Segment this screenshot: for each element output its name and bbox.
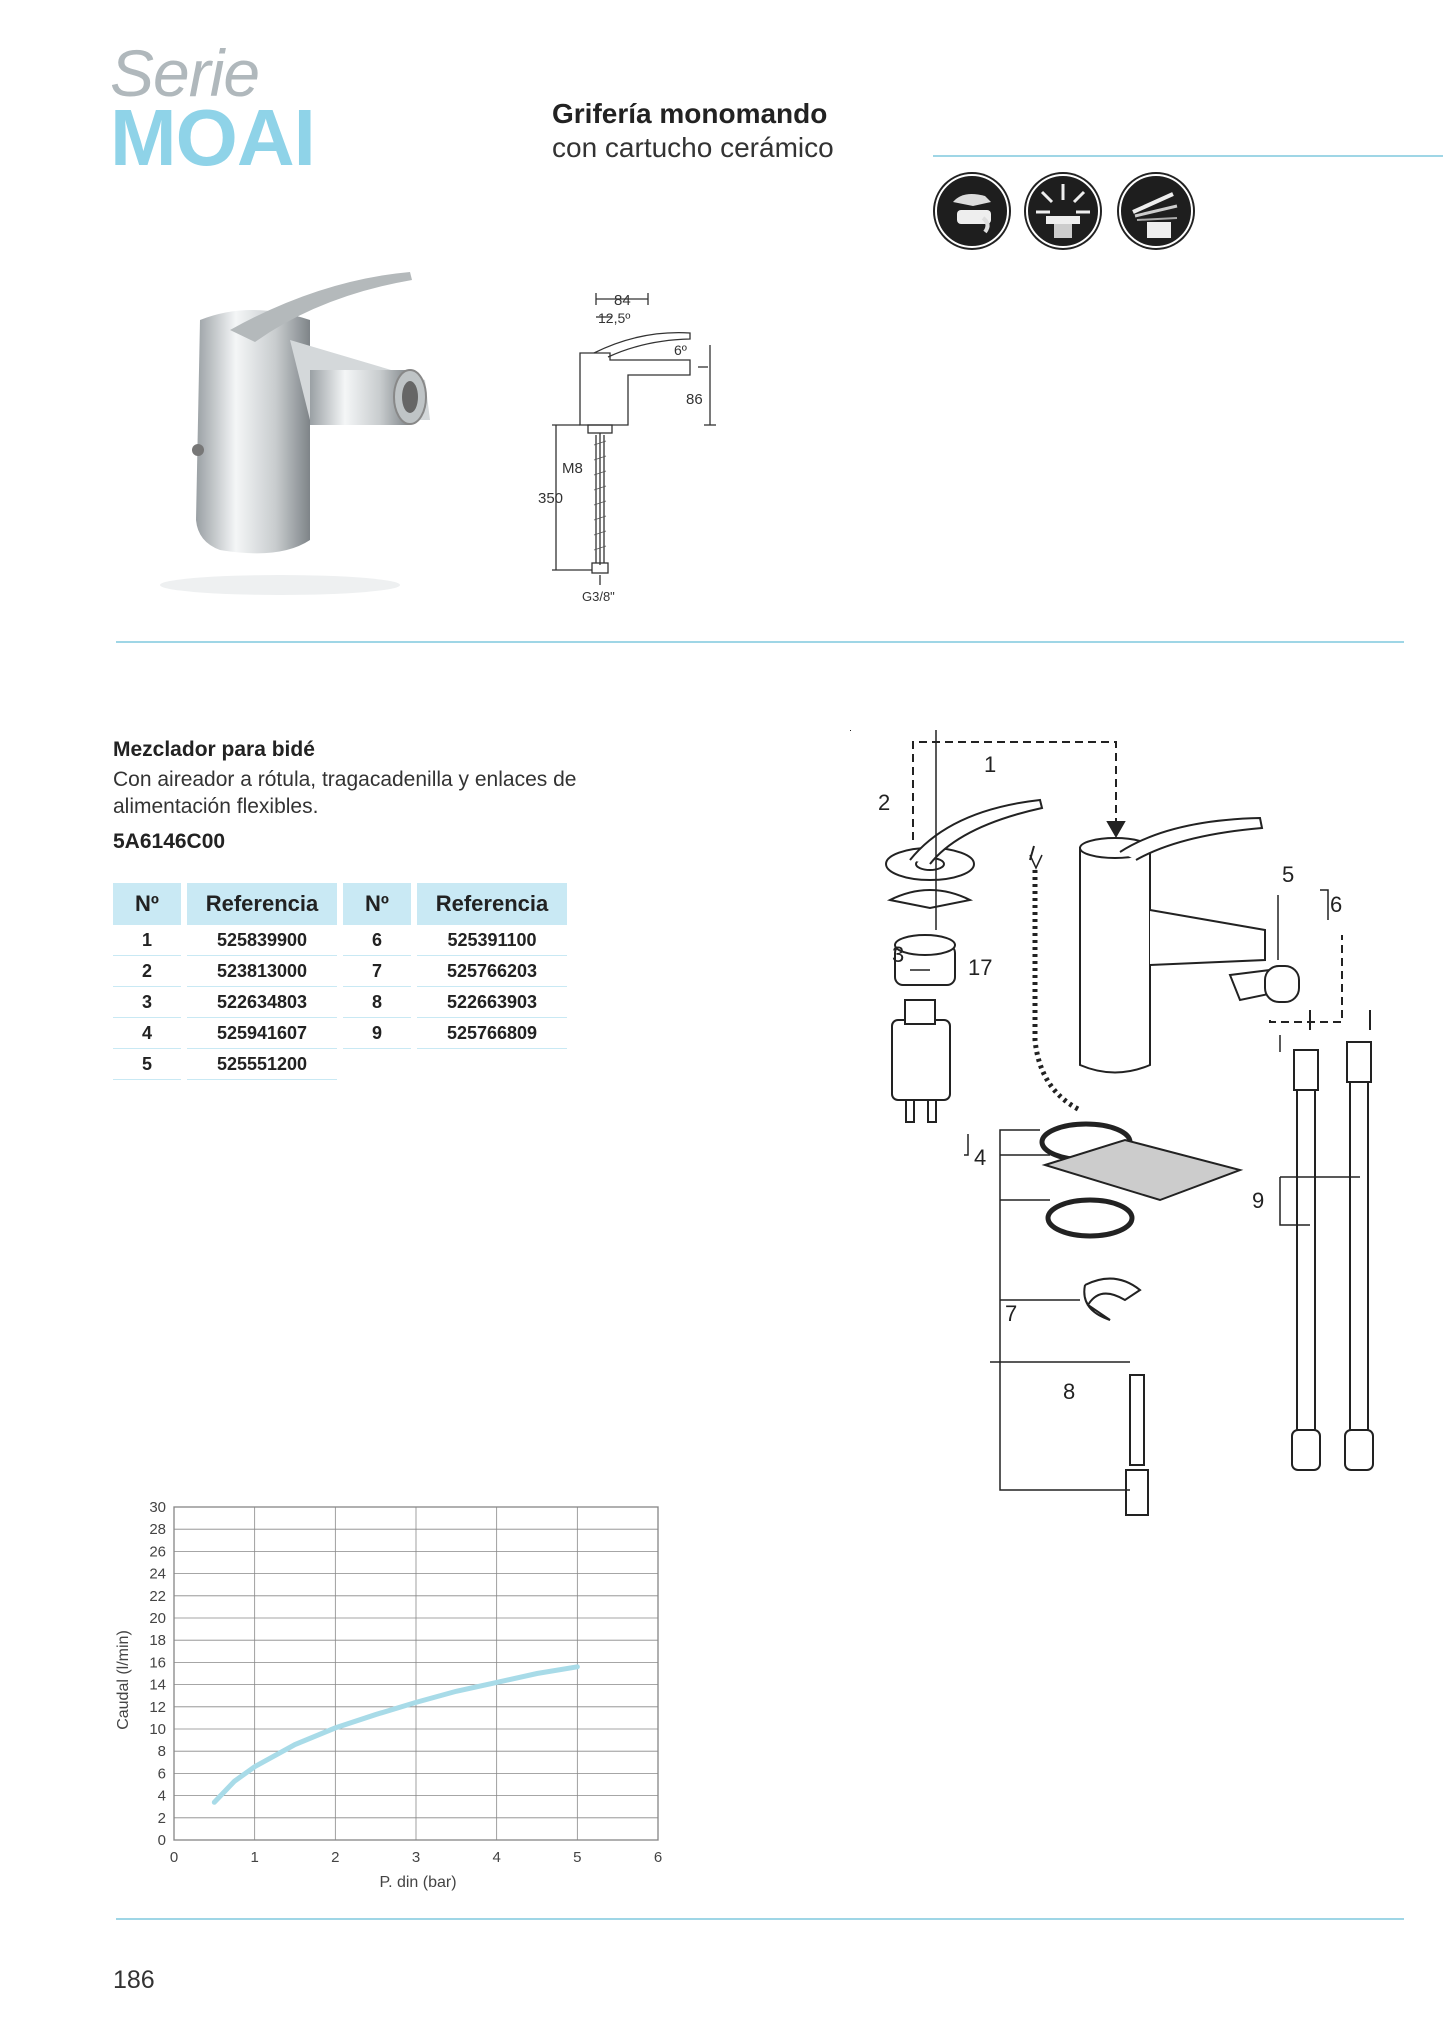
series-label: Serie [110,36,260,110]
part-number: 6 [343,925,411,956]
y-tick-label: 6 [157,1765,166,1783]
part-reference: 525551200 [187,1049,337,1080]
section-rule-top [116,641,1404,643]
x-tick-label: 2 [331,1849,340,1866]
part-number: 1 [113,925,181,956]
technical-drawing [530,285,730,615]
part-reference: 525839900 [187,925,337,956]
header-number: Nº [113,883,181,925]
x-tick-label: 3 [411,1849,421,1866]
part-reference: 525391100 [417,925,567,956]
callout-4: 4 [974,1145,987,1170]
x-tick-label: 0 [169,1849,179,1866]
part-number: 9 [343,1018,411,1049]
y-tick-label: 28 [149,1521,166,1539]
flow-chart [108,1495,688,1905]
brand-title: MOAI [110,93,315,182]
y-axis-label: Caudal (l/min) [115,1630,132,1730]
product-code: 5A6146C00 [113,830,226,853]
y-tick-label: 18 [149,1632,166,1650]
dim-width: 84 [614,292,631,309]
y-tick-label: 0 [157,1832,166,1849]
dim-angle: 12,5º [598,310,631,326]
callout-9: 9 [1252,1188,1265,1213]
empty-cell [343,1049,411,1080]
product-description: Con aireador a rótula, tragacadenilla y enlaces de alimentación flexibles. [113,768,577,818]
header-reference: Referencia [417,883,567,925]
part-number: 8 [343,987,411,1018]
y-tick-label: 4 [157,1787,166,1805]
page-number: 186 [113,1966,155,1994]
part-number: 7 [343,956,411,987]
part-reference: 525941607 [187,1018,337,1049]
x-axis-label: P. din (bar) [379,1874,457,1891]
y-tick-label: 22 [149,1587,166,1605]
x-tick-label: 4 [492,1849,501,1866]
product-name: Mezclador para bidé [113,738,315,761]
chart-ticks [149,1499,662,1866]
part-reference: 522634803 [187,987,337,1018]
product-photo [160,260,480,600]
soft-open-icon [933,172,1011,250]
table-row [113,956,567,987]
y-tick-label: 2 [157,1809,166,1827]
dim-connection: G3/8" [582,589,615,604]
part-number: 2 [113,956,181,987]
parts-reference-table [107,883,573,1080]
part-number: 4 [113,1018,181,1049]
dim-thread: M8 [562,460,583,477]
chart-grid [174,1507,658,1840]
part-number: 5 [113,1049,181,1080]
part-number: 3 [113,987,181,1018]
y-tick-label: 8 [157,1743,166,1761]
x-tick-label: 5 [573,1849,582,1866]
light-beam-icon [1024,172,1102,250]
exploded-parts-diagram [850,730,1410,1530]
table-row [113,1018,567,1049]
eco-flow-icon [1117,172,1195,250]
x-tick-label: 6 [653,1849,663,1866]
y-tick-label: 10 [149,1721,166,1738]
header-rule [933,155,1443,157]
callout-6: 6 [1330,892,1343,917]
y-tick-label: 16 [149,1654,166,1672]
callout-1: 1 [984,752,997,777]
table-row [113,987,567,1018]
y-tick-label: 30 [149,1499,166,1516]
category-title: Grifería monomando [552,98,828,129]
callout-2: 2 [878,790,891,815]
part-reference: 523813000 [187,956,337,987]
callout-7: 7 [1005,1301,1018,1326]
callout-17: 17 [968,955,993,980]
y-tick-label: 14 [149,1676,166,1694]
category-subtitle: con cartucho cerámico [552,132,834,163]
header-reference: Referencia [187,883,337,925]
part-reference: 522663903 [417,987,567,1018]
part-reference: 525766809 [417,1018,567,1049]
footer-rule [116,1918,1404,1920]
dim-hose-length: 350 [538,490,564,507]
table-header-row [113,883,567,925]
y-tick-label: 12 [149,1698,166,1716]
x-tick-label: 1 [250,1849,259,1866]
y-tick-label: 24 [149,1565,166,1583]
header-number: Nº [343,883,411,925]
dim-tilt: 6º [674,342,687,358]
part-reference: 525766203 [417,956,567,987]
y-tick-label: 26 [149,1543,166,1561]
dim-height: 86 [686,391,703,408]
table-row [113,925,567,956]
table-row [113,1049,567,1080]
series-line-flow [214,1667,577,1802]
y-tick-label: 20 [149,1610,166,1627]
callout-3: 3 [892,942,905,967]
callout-5: 5 [1282,862,1295,887]
callout-8: 8 [1063,1379,1076,1404]
empty-cell [417,1049,567,1080]
